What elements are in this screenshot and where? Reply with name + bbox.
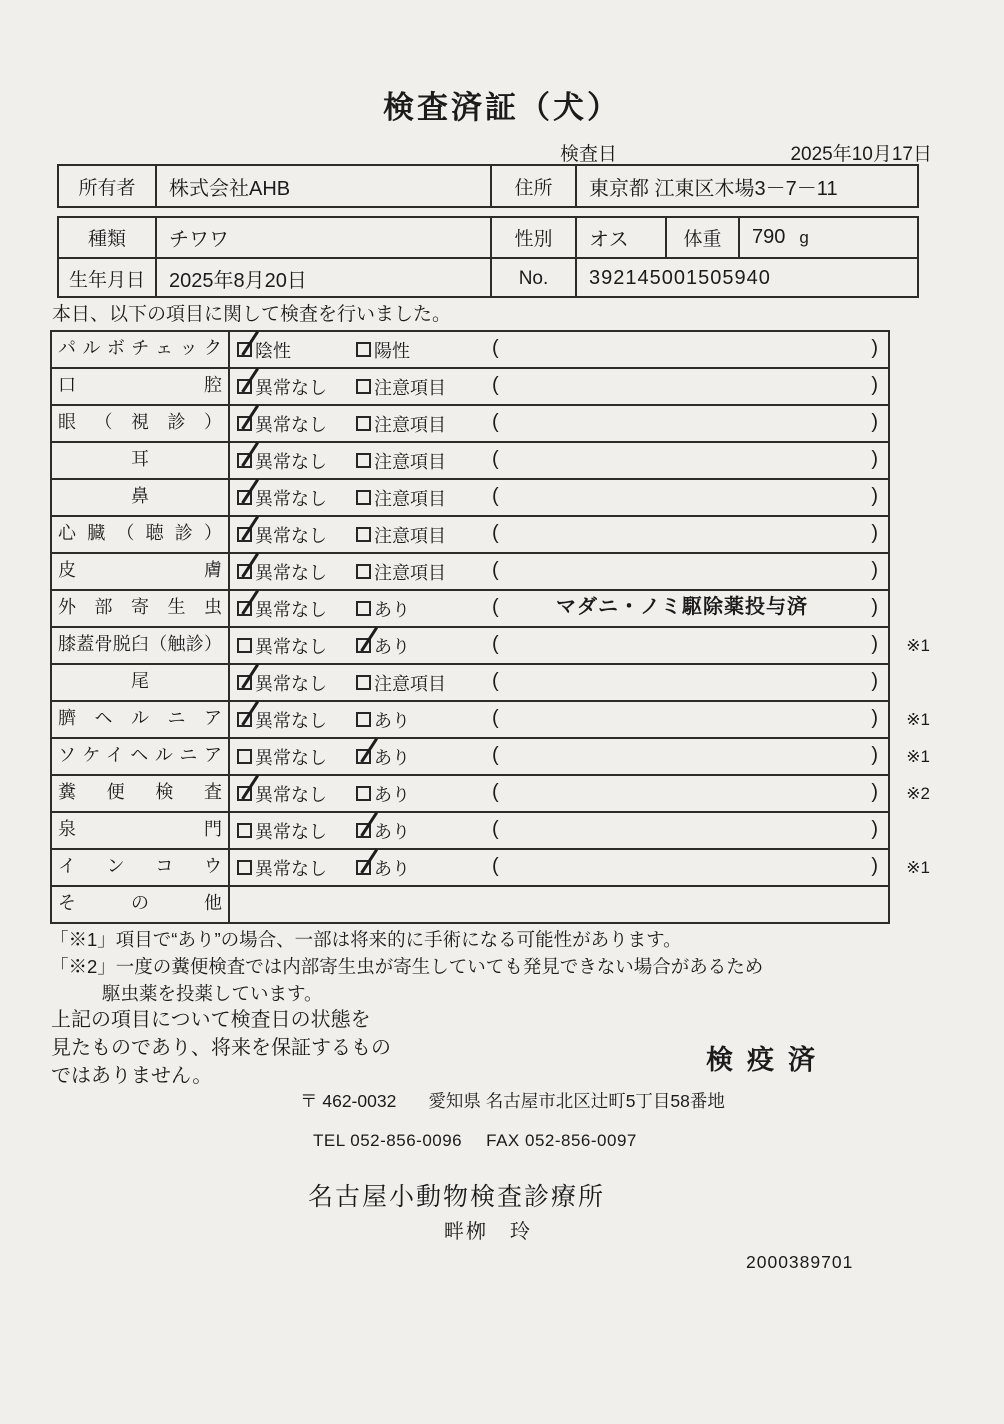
- option-2-label: 注意項目: [374, 451, 446, 472]
- paren-note: [512, 480, 852, 515]
- option-2-group: [356, 665, 446, 700]
- paren-note: [512, 443, 852, 478]
- option-2-group: [356, 850, 410, 885]
- paren-note: [512, 517, 852, 552]
- option-2-label: あり: [374, 636, 410, 657]
- exam-item-content: [230, 665, 888, 700]
- exam-item-content: [230, 591, 888, 626]
- exam-item-content: [230, 554, 888, 589]
- option-1-label: 異常なし: [255, 784, 327, 805]
- paren-open: (: [492, 596, 499, 618]
- exam-item-content: [230, 628, 888, 663]
- paren-open: (: [492, 337, 499, 359]
- paren-note: [512, 702, 852, 737]
- birthdate-value: 2025年8月20日: [157, 259, 492, 298]
- sex-label: 性別: [492, 218, 577, 257]
- option-1-group: [237, 850, 327, 885]
- footnote-ref: ※1: [906, 636, 930, 655]
- option-2-label: あり: [374, 784, 410, 805]
- paren-close: ): [871, 781, 878, 803]
- option-1-group: [237, 702, 327, 737]
- option-2-group: [356, 554, 446, 589]
- footnote-ref: ※1: [906, 858, 930, 877]
- paren-open: (: [492, 633, 499, 655]
- option-2-group: [356, 739, 410, 774]
- paren-open: (: [492, 707, 499, 729]
- type-value: チワワ: [157, 218, 492, 257]
- paren-note: [512, 554, 852, 589]
- footnotes: [50, 926, 763, 1007]
- clinic-postal-code: 〒 462-0032: [300, 1091, 397, 1111]
- option-2-group: [356, 406, 446, 441]
- exam-item-content: [230, 406, 888, 441]
- paren-open: (: [492, 485, 499, 507]
- exam-row: [52, 367, 888, 404]
- option-1-label: 異常なし: [255, 377, 327, 398]
- exam-item-content: [230, 517, 888, 552]
- option-1-label: 異常なし: [255, 562, 327, 583]
- option-1-group: [237, 443, 327, 478]
- option-2-label: あり: [374, 858, 410, 879]
- clinic-name: 名古屋小動物検査診療所: [308, 1183, 606, 1211]
- exam-item-content: [230, 776, 888, 811]
- checkbox-checked[interactable]: [237, 342, 252, 357]
- option-1-group: [237, 591, 327, 626]
- exam-row: [52, 332, 888, 367]
- paren-open: (: [492, 670, 499, 692]
- checkbox-unchecked[interactable]: [356, 342, 371, 357]
- weight-value: 790: [752, 226, 786, 248]
- exam-item-content: [230, 850, 888, 885]
- exam-item-label: 耳: [52, 443, 230, 478]
- paren-note: [512, 628, 852, 663]
- option-2-label: 注意項目: [374, 525, 446, 546]
- exam-item-label: 臍ヘルニア: [52, 702, 230, 737]
- paren-note: マダニ・ノミ駆除薬投与済: [556, 596, 808, 618]
- option-1-label: 異常なし: [255, 858, 327, 879]
- option-1-label: 異常なし: [255, 673, 327, 694]
- option-2-label: 陽性: [374, 340, 410, 361]
- option-1-label: 異常なし: [255, 821, 327, 842]
- quarantine-stamp: 検疫済: [706, 1045, 829, 1075]
- option-2-group: [356, 517, 446, 552]
- footnote-1: 「※1」項目で“あり”の場合、一部は将来的に手術になる可能性があります。: [50, 929, 682, 950]
- weight-label: 体重: [667, 218, 740, 257]
- owner-value: 株式会社AHB: [157, 166, 492, 206]
- checkbox-checked[interactable]: [356, 638, 371, 653]
- exam-row: [52, 404, 888, 441]
- paren-note: [512, 332, 852, 367]
- option-2-group: [356, 702, 410, 737]
- checkbox-checked[interactable]: [356, 860, 371, 875]
- exam-row: [52, 811, 888, 848]
- footnote-2: 「※2」一度の糞便検査では内部寄生虫が寄生していても発見できない場合があるため: [50, 956, 764, 977]
- number-label: No.: [492, 259, 577, 298]
- exam-item-label: 鼻: [52, 480, 230, 515]
- veterinarian-name: 畔栁 玲: [444, 1221, 532, 1243]
- sex-value: オス: [577, 218, 667, 257]
- exam-item-content: [230, 332, 888, 367]
- option-1-group: [237, 665, 327, 700]
- option-2-label: あり: [374, 599, 410, 620]
- option-2-label: あり: [374, 710, 410, 731]
- option-1-group: [237, 554, 327, 589]
- option-2-label: 注意項目: [374, 377, 446, 398]
- exam-item-content: [230, 739, 888, 774]
- checkbox-unchecked[interactable]: [237, 823, 252, 838]
- checkbox-unchecked[interactable]: [237, 749, 252, 764]
- paren-open: (: [492, 744, 499, 766]
- exam-item-content: [230, 480, 888, 515]
- exam-row: [52, 700, 930, 737]
- option-1-group: [237, 369, 327, 404]
- type-label: 種類: [59, 218, 157, 257]
- option-1-group: [237, 517, 327, 552]
- checkbox-unchecked[interactable]: [356, 527, 371, 542]
- checkbox-checked[interactable]: [237, 786, 252, 801]
- paren-close: ): [871, 485, 878, 507]
- checkbox-unchecked[interactable]: [237, 638, 252, 653]
- paren-open: (: [492, 411, 499, 433]
- checkbox-checked[interactable]: [237, 490, 252, 505]
- option-2-group: [356, 443, 446, 478]
- option-2-label: あり: [374, 821, 410, 842]
- paren-close: ): [871, 707, 878, 729]
- footnote-ref: ※2: [906, 784, 930, 803]
- exam-item-label: 眼（視診）: [52, 406, 230, 441]
- option-1-label: 異常なし: [255, 636, 327, 657]
- inspection-date-label: 検査日: [560, 144, 618, 165]
- option-1-group: [237, 813, 327, 848]
- option-1-label: 異常なし: [255, 451, 327, 472]
- option-2-group: [356, 332, 410, 367]
- checkbox-checked[interactable]: [356, 749, 371, 764]
- exam-item-label: ソケイヘルニア: [52, 739, 230, 774]
- animal-table-row-2: [59, 259, 917, 298]
- disclaimer-line-3: ではありません。: [51, 1065, 213, 1087]
- exam-item-label: 口腔: [52, 369, 230, 404]
- paren-note: [512, 369, 852, 404]
- option-1-group: [237, 480, 327, 515]
- checkbox-unchecked[interactable]: [356, 712, 371, 727]
- option-1-label: 異常なし: [255, 599, 327, 620]
- exam-row: [52, 774, 930, 811]
- paren-close: ): [871, 633, 878, 655]
- footnote-ref: ※1: [906, 747, 930, 766]
- exam-item-content: [230, 702, 888, 737]
- exam-item-label: 糞便検査: [52, 776, 230, 811]
- paren-close: ): [871, 522, 878, 544]
- paren-note: [512, 813, 852, 848]
- weight-unit: g: [799, 227, 809, 247]
- animal-table-row-1: [59, 218, 917, 259]
- option-2-label: 注意項目: [374, 488, 446, 509]
- option-1-label: 異常なし: [255, 710, 327, 731]
- checkbox-checked[interactable]: [237, 527, 252, 542]
- paren-note: [512, 850, 852, 885]
- paren-close: ): [871, 411, 878, 433]
- owner-label: 所有者: [59, 166, 157, 206]
- option-1-label: 異常なし: [255, 488, 327, 509]
- exam-item-label: インコウ: [52, 850, 230, 885]
- exam-row: [52, 515, 888, 552]
- checkbox-checked[interactable]: [237, 379, 252, 394]
- option-2-group: [356, 480, 446, 515]
- exam-item-label: 膝蓋骨脱臼（触診）: [52, 628, 230, 663]
- exam-item-label: 皮膚: [52, 554, 230, 589]
- paren-note: [512, 406, 852, 441]
- option-2-label: 注意項目: [374, 414, 446, 435]
- paren-note: [512, 665, 852, 700]
- paren-note: [512, 776, 852, 811]
- clinic-fax: FAX 052-856-0097: [486, 1131, 637, 1150]
- exam-item-label: 泉門: [52, 813, 230, 848]
- owner-table: [57, 164, 919, 208]
- number-value: 392145001505940: [589, 267, 771, 289]
- address-label: 住所: [492, 166, 577, 206]
- checkbox-unchecked[interactable]: [237, 860, 252, 875]
- page-title: 検査済証（犬）: [383, 90, 621, 125]
- exam-row: [52, 478, 888, 515]
- exam-row: [52, 626, 930, 663]
- checkbox-checked[interactable]: [356, 823, 371, 838]
- exam-item-label: パルボチェック: [52, 332, 230, 367]
- checkbox-checked[interactable]: [237, 712, 252, 727]
- paren-close: ): [871, 374, 878, 396]
- checkbox-checked[interactable]: [237, 416, 252, 431]
- option-2-label: あり: [374, 747, 410, 768]
- exam-row: [52, 589, 888, 626]
- option-1-label: 異常なし: [255, 414, 327, 435]
- exam-row: [52, 441, 888, 478]
- exam-row: [52, 848, 930, 885]
- exam-item-label: 心臓（聴診）: [52, 517, 230, 552]
- exam-item-content: [230, 813, 888, 848]
- exam-row: [52, 663, 888, 700]
- option-1-group: [237, 776, 327, 811]
- paren-open: (: [492, 818, 499, 840]
- footnote-ref: ※1: [906, 710, 930, 729]
- animal-table: [57, 216, 919, 298]
- checkbox-unchecked[interactable]: [356, 786, 371, 801]
- birthdate-label: 生年月日: [59, 259, 157, 298]
- paren-close: ): [871, 744, 878, 766]
- option-2-group: [356, 813, 410, 848]
- exam-item-content: [230, 887, 888, 922]
- exam-row: [52, 737, 930, 774]
- intro-sentence: 本日、以下の項目に関して検査を行いました。: [52, 304, 452, 325]
- clinic-contact-line: [313, 1131, 637, 1151]
- checkbox-unchecked[interactable]: [356, 601, 371, 616]
- option-2-label: 注意項目: [374, 673, 446, 694]
- paren-note: [512, 739, 852, 774]
- option-2-group: [356, 369, 446, 404]
- paren-open: (: [492, 781, 499, 803]
- address-value: 東京都 江東区木場3－7－11: [589, 177, 838, 200]
- paren-open: (: [492, 522, 499, 544]
- option-1-group: [237, 332, 291, 367]
- exam-table: [50, 330, 930, 924]
- paren-close: ): [871, 855, 878, 877]
- paren-close: ): [871, 559, 878, 581]
- paren-open: (: [492, 374, 499, 396]
- checkbox-unchecked[interactable]: [356, 490, 371, 505]
- exam-row: [52, 885, 888, 922]
- paren-open: (: [492, 855, 499, 877]
- checkbox-unchecked[interactable]: [356, 379, 371, 394]
- paren-open: (: [492, 559, 499, 581]
- checkbox-unchecked[interactable]: [356, 564, 371, 579]
- checkbox-checked[interactable]: [237, 453, 252, 468]
- checkbox-checked[interactable]: [237, 601, 252, 616]
- paren-close: ): [871, 818, 878, 840]
- disclaimer-line-1: 上記の項目について検査日の状態を: [51, 1009, 371, 1031]
- weight-cell: [740, 218, 825, 257]
- option-1-label: 異常なし: [255, 747, 327, 768]
- clinic-address: 愛知県 名古屋市北区辻町5丁目58番地: [428, 1091, 725, 1111]
- option-2-group: [356, 776, 410, 811]
- paren-close: ): [871, 448, 878, 470]
- option-2-group: [356, 591, 410, 626]
- paren-open: (: [492, 448, 499, 470]
- exam-item-label: 外部寄生虫: [52, 591, 230, 626]
- checkbox-checked[interactable]: [237, 564, 252, 579]
- option-2-group: [356, 628, 410, 663]
- clinic-address-line: [300, 1088, 725, 1113]
- disclaimer-paragraph: [51, 1006, 391, 1090]
- exam-row: [52, 552, 888, 589]
- paren-close: ): [871, 596, 878, 618]
- option-1-group: [237, 406, 327, 441]
- option-1-group: [237, 628, 327, 663]
- clinic-tel: TEL 052-856-0096: [313, 1131, 463, 1150]
- exam-item-content: [230, 369, 888, 404]
- footnote-2-continued: 駆虫薬を投薬しています。: [102, 983, 323, 1004]
- checkbox-checked[interactable]: [237, 675, 252, 690]
- paren-close: ): [871, 670, 878, 692]
- checkbox-unchecked[interactable]: [356, 416, 371, 431]
- option-1-label: 異常なし: [255, 525, 327, 546]
- option-1-label: 陰性: [255, 340, 291, 361]
- exam-item-label: その他: [52, 887, 230, 922]
- document-number: 2000389701: [746, 1252, 854, 1272]
- inspection-date-value: 2025年10月17日: [790, 144, 932, 165]
- checkbox-unchecked[interactable]: [356, 453, 371, 468]
- exam-item-content: [230, 443, 888, 478]
- checkbox-unchecked[interactable]: [356, 675, 371, 690]
- disclaimer-line-2: 見たものであり、将来を保証するもの: [51, 1037, 391, 1059]
- option-1-group: [237, 739, 327, 774]
- paren-close: ): [871, 337, 878, 359]
- exam-item-label: 尾: [52, 665, 230, 700]
- option-2-label: 注意項目: [374, 562, 446, 583]
